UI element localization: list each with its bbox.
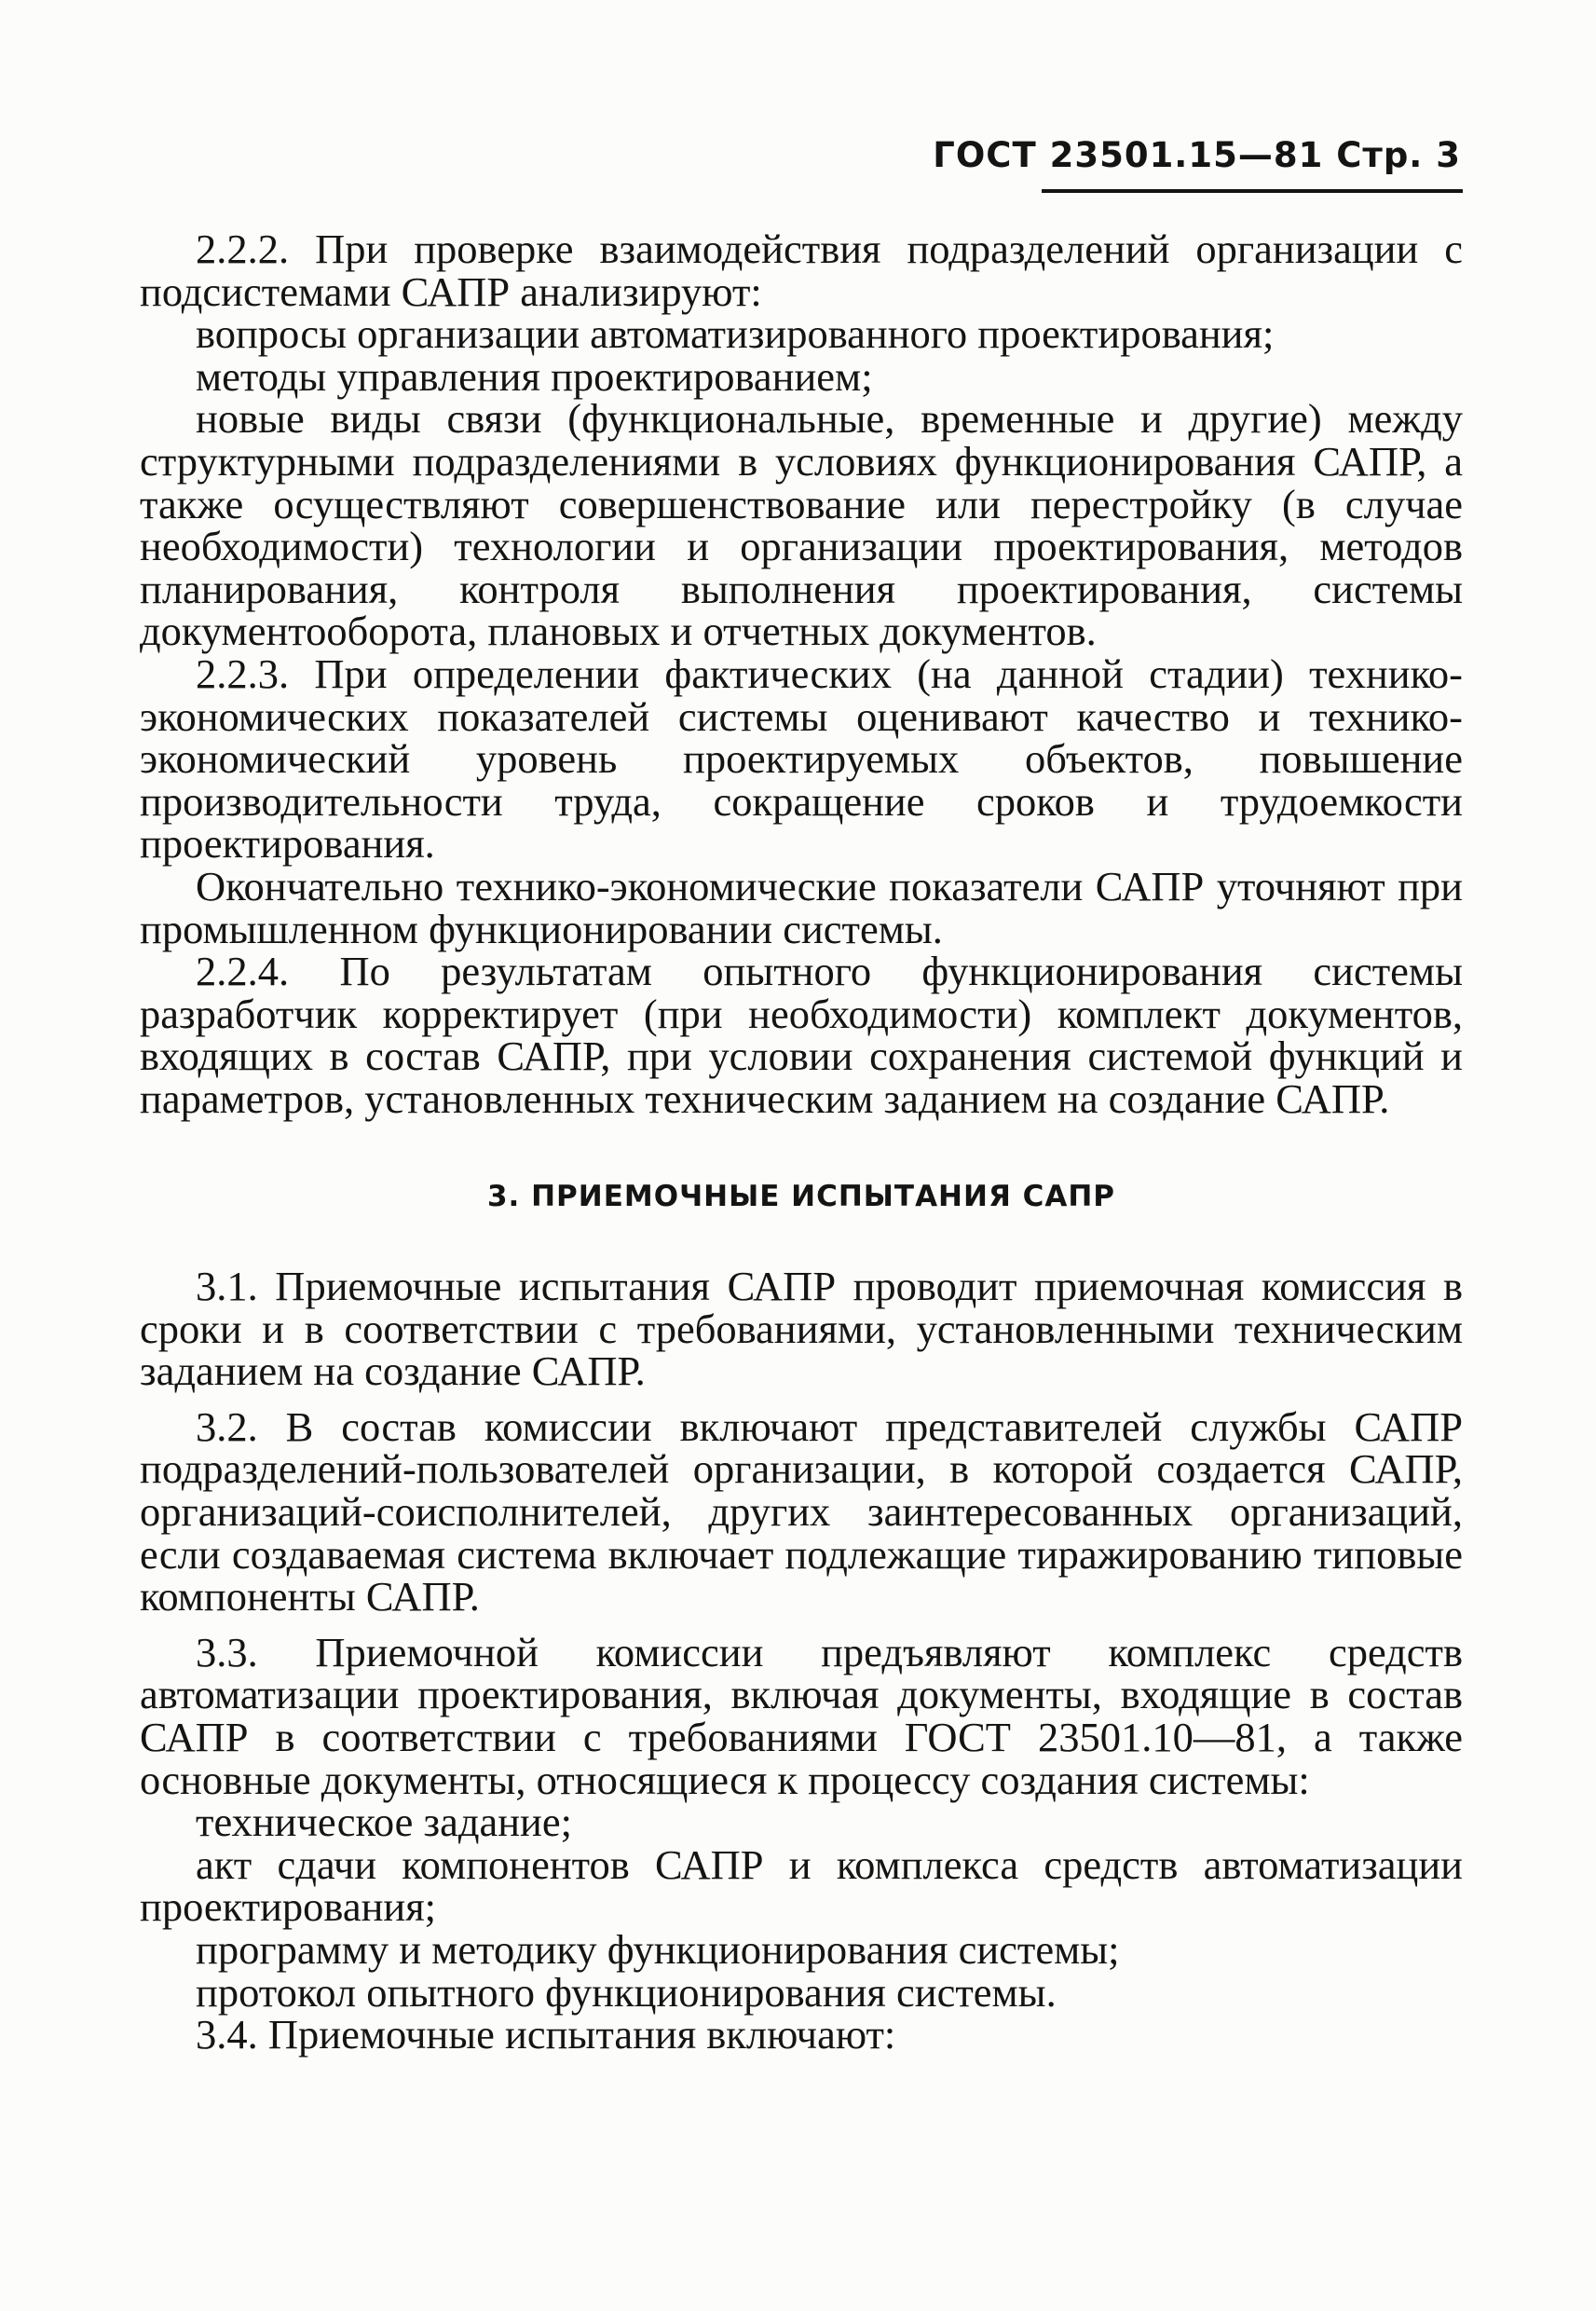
paragraph-2-2-2: 2.2.2. При проверке взаимодействия подразделений организации с подсистемами САПР анализируют: xyxy=(140,226,1463,315)
list-item: методы управления проектированием; xyxy=(196,352,873,400)
paragraph-2-2-3: 2.2.3. При определении фактических (на данной стадии) технико-экономических показателей системы оценивают качество и технико-экономический уровень проектируемых объектов, повышение производительности труда, сокращение сроков и трудоемкости проектирования. xyxy=(140,650,1463,868)
list-item: программу и методику функционирования системы; xyxy=(196,1925,1120,1973)
section-heading: 3. ПРИЕМОЧНЫЕ ИСПЫТАНИЯ САПР xyxy=(486,1180,1116,1214)
paragraph-3-2: 3.2. В состав комиссии включают представителей службы САПР подразделений-пользователей организации, в которой создается САПР, организаций-соисполнителей, других заинтересованных организаций, если создаваемая система включает подлежащие тиражированию типовые компоненты САПР. xyxy=(140,1402,1463,1620)
paragraph-3-1: 3.1. Приемочные испытания САПР проводит приемочная комиссия в сроки и в соответствии с требованиями, установленными техническим заданием на создание САПР. xyxy=(140,1263,1463,1395)
page-header: ГОСТ 23501.15—81 Стр. 3 xyxy=(933,135,1461,175)
list-item: новые виды связи (функциональные, временные и другие) между структурными подразделениями в условиях функционирования САПР, а также осуществляют совершенствование или перестройку (в случае необходимости) технологии и организации проектирования, методов планирования, контроля выполнения проектирования, системы документооборота, плановых и отчетных документов. xyxy=(140,395,1463,655)
document-body xyxy=(140,228,1463,2057)
paragraph-2-2-4: 2.2.4. По результатам опытного функционирования системы разработчик корректирует (при необходимости) комплект документов, входящих в состав САПР, при условии сохранения системой функций и параметров, установленных техническим заданием на создание САПР. xyxy=(140,948,1463,1122)
header-rule xyxy=(1042,189,1463,193)
paragraph-3-4: 3.4. Приемочные испытания включают: xyxy=(196,2011,896,2058)
paragraph-3-3: 3.3. Приемочной комиссии предъявляют комплекс средств автоматизации проектирования, включая документы, входящие в состав САПР в соответствии с требованиями ГОСТ 23501.10—81, а также основные документы, относящиеся к процессу создания системы: xyxy=(140,1628,1463,1803)
paragraph-final: Окончательно технико-экономические показатели САПР уточняют при промышленном функционировании системы. xyxy=(140,862,1463,952)
list-item: техническое задание; xyxy=(196,1798,572,1846)
list-item: вопросы организации автоматизированного проектирования; xyxy=(196,310,1275,358)
list-item: акт сдачи компонентов САПР и комплекса средств автоматизации проектирования; xyxy=(140,1840,1463,1931)
list-item: протокол опытного функционирования системы. xyxy=(196,1968,1057,2016)
